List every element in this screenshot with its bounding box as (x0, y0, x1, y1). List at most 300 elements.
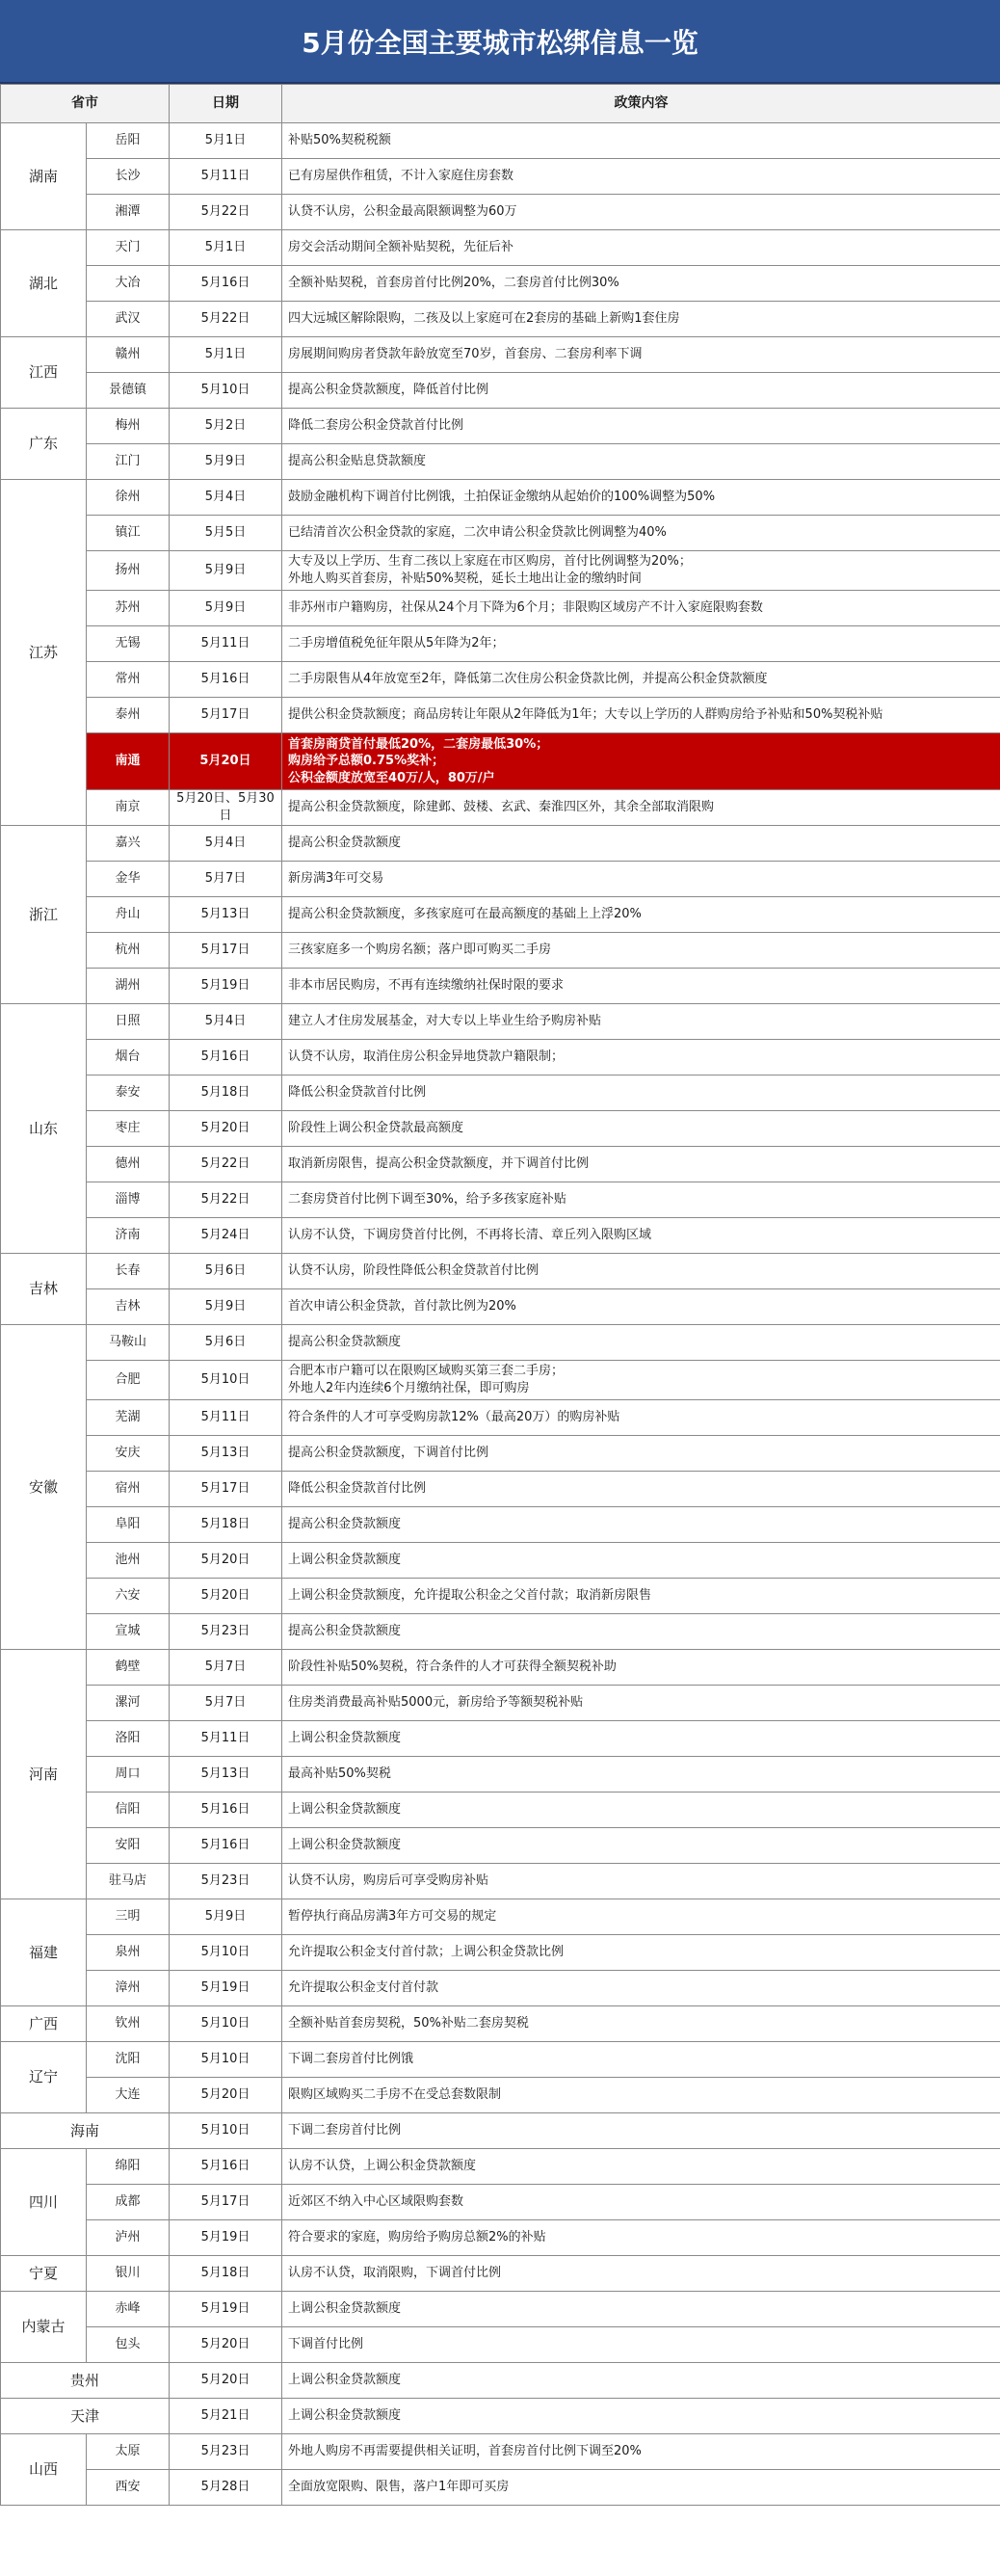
policy-line: 取消新房限售，提高公积金贷款额度，并下调首付比例 (288, 1156, 590, 1172)
table-row (1, 1507, 1000, 1543)
policy-line: 认房不认贷，上调公积金贷款额度 (288, 2159, 477, 2174)
city-cell: 长沙 (87, 159, 170, 195)
city-cell: 池州 (87, 1543, 170, 1579)
table-row (1, 1361, 1000, 1400)
table-row (1, 933, 1000, 969)
date-cell: 5月22日 (170, 1147, 282, 1182)
city-cell: 泰州 (87, 698, 170, 733)
date-cell: 5月20日 (170, 1111, 282, 1147)
policy-line: 下调二套房首付比例饿 (288, 2052, 414, 2067)
date-cell: 5月7日 (170, 862, 282, 897)
policy-cell (282, 591, 1000, 626)
date-cell: 5月9日 (170, 551, 282, 591)
table-row (1, 1472, 1000, 1507)
date-cell: 5月20日 (170, 1543, 282, 1579)
table-row (1, 1436, 1000, 1472)
province-cell: 广西 (1, 2006, 87, 2042)
table-row (1, 230, 1000, 266)
policy-line: 上调公积金贷款额度 (288, 2373, 402, 2388)
policy-cell (282, 1757, 1000, 1793)
policy-line: 提高公积金贷款额度，降低首付比例 (288, 383, 489, 398)
city-cell: 三明 (87, 1899, 170, 1935)
policy-cell (282, 2399, 1000, 2434)
policy-line: 房展期间购房者贷款年龄放宽至70岁，首套房、二套房利率下调 (288, 347, 643, 362)
policy-line: 提供公积金贷款额度；商品房转让年限从2年降低为1年；大专以上学历的人群购房给予补贴和50%契税补贴 (288, 707, 883, 723)
policy-line: 认房不认贷，取消限购，下调首付比例 (288, 2266, 502, 2281)
table-row (1, 2006, 1000, 2042)
policy-line: 上调公积金贷款额度 (288, 2301, 402, 2317)
policy-line: 符合要求的家庭，购房给予购房总额2%的补贴 (288, 2230, 546, 2245)
city-cell: 武汉 (87, 302, 170, 337)
date-cell: 5月16日 (170, 2149, 282, 2185)
date-cell: 5月21日 (170, 2399, 282, 2434)
policy-cell (282, 2149, 1000, 2185)
policy-cell (282, 230, 1000, 266)
table-row (1, 1721, 1000, 1757)
date-cell: 5月13日 (170, 897, 282, 933)
date-cell: 5月1日 (170, 337, 282, 373)
policy-line: 阶段性补贴50%契税，符合条件的人才可获得全额契税补助 (288, 1660, 617, 1675)
city-cell: 沈阳 (87, 2042, 170, 2078)
table-row (1, 1400, 1000, 1436)
policy-cell (282, 2470, 1000, 2506)
policy-line: 提高公积金贴息贷款额度 (288, 454, 427, 469)
table-row (1, 2220, 1000, 2256)
policy-cell (282, 516, 1000, 551)
city-cell: 梅州 (87, 409, 170, 444)
policy-cell (282, 409, 1000, 444)
policy-line: 允许提取公积金支付首付款；上调公积金贷款比例 (288, 1945, 565, 1960)
city-cell: 烟台 (87, 1040, 170, 1076)
policy-line: 允许提取公积金支付首付款 (288, 1980, 439, 1996)
table-row (1, 790, 1000, 826)
city-cell: 扬州 (87, 551, 170, 591)
policy-cell (282, 337, 1000, 373)
table-row (1, 2185, 1000, 2220)
table-row (1, 1040, 1000, 1076)
policy-cell (282, 662, 1000, 698)
date-cell: 5月19日 (170, 1971, 282, 2006)
date-cell: 5月6日 (170, 1254, 282, 1289)
policy-cell (282, 2363, 1000, 2399)
city-cell: 湖州 (87, 969, 170, 1004)
policy-cell (282, 969, 1000, 1004)
table-row (1, 337, 1000, 373)
table-row (1, 302, 1000, 337)
policy-cell (282, 1254, 1000, 1289)
policy-cell (282, 1935, 1000, 1971)
table-row (1, 626, 1000, 662)
date-cell: 5月11日 (170, 159, 282, 195)
policy-cell (282, 1325, 1000, 1361)
province-cell: 福建 (1, 1899, 87, 2006)
date-cell: 5月20日 (170, 1579, 282, 1614)
date-cell: 5月4日 (170, 1004, 282, 1040)
policy-cell (282, 2327, 1000, 2363)
policy-cell (282, 698, 1000, 733)
date-cell: 5月4日 (170, 826, 282, 862)
province-cell: 江西 (1, 337, 87, 409)
policy-line: 全额补贴契税，首套房首付比例20%，二套房首付比例30% (288, 276, 619, 291)
policy-cell (282, 1076, 1000, 1111)
city-cell: 南通 (87, 733, 170, 790)
date-cell: 5月9日 (170, 1289, 282, 1325)
table-row (1, 1254, 1000, 1289)
policy-cell (282, 1686, 1000, 1721)
city-cell: 西安 (87, 2470, 170, 2506)
policy-line: 认贷不认房，取消住房公积金异地贷款户籍限制； (288, 1049, 565, 1065)
policy-cell (282, 159, 1000, 195)
policy-cell (282, 302, 1000, 337)
policy-line: 上调公积金贷款额度，允许提取公积金之父首付款；取消新房限售 (288, 1588, 652, 1604)
date-cell: 5月16日 (170, 1828, 282, 1864)
date-cell: 5月10日 (170, 1361, 282, 1400)
policy-line: 三孩家庭多一个购房名额；落户即可购买二手房 (288, 943, 552, 958)
policy-cell (282, 862, 1000, 897)
city-cell: 枣庄 (87, 1111, 170, 1147)
policy-line: 暂停执行商品房满3年方可交易的规定 (288, 1909, 497, 1925)
header-date: 日期 (170, 85, 282, 123)
city-cell: 马鞍山 (87, 1325, 170, 1361)
date-cell: 5月18日 (170, 1076, 282, 1111)
city-cell: 大连 (87, 2078, 170, 2113)
province-cell: 天津 (1, 2399, 170, 2434)
table-row (1, 2078, 1000, 2113)
policy-cell (282, 626, 1000, 662)
city-cell: 赣州 (87, 337, 170, 373)
policy-line: 下调首付比例 (288, 2337, 364, 2352)
date-cell: 5月22日 (170, 1182, 282, 1218)
table-row (1, 516, 1000, 551)
table-row (1, 662, 1000, 698)
policy-cell (282, 195, 1000, 230)
table-row (1, 1579, 1000, 1614)
policy-cell (282, 1579, 1000, 1614)
date-cell: 5月17日 (170, 2185, 282, 2220)
province-cell: 辽宁 (1, 2042, 87, 2113)
policy-cell (282, 1507, 1000, 1543)
policy-line: 首套房商贷首付最低20%，二套房最低30%； (288, 736, 549, 752)
table-row (1, 2292, 1000, 2327)
policy-cell (282, 2006, 1000, 2042)
table-row (1, 2149, 1000, 2185)
date-cell: 5月19日 (170, 2292, 282, 2327)
date-cell: 5月22日 (170, 195, 282, 230)
policy-cell (282, 1899, 1000, 1935)
date-cell: 5月11日 (170, 1721, 282, 1757)
policy-line: 房交会活动期间全额补贴契税，先征后补 (288, 240, 514, 255)
policy-line: 下调二套房首付比例 (288, 2123, 402, 2138)
city-cell: 宿州 (87, 1472, 170, 1507)
table-row (1, 1935, 1000, 1971)
policy-cell (282, 1614, 1000, 1650)
policy-cell (282, 2434, 1000, 2470)
province-cell: 贵州 (1, 2363, 170, 2399)
table-row (1, 1076, 1000, 1111)
policy-line: 四大远城区解除限购，二孩及以上家庭可在2套房的基础上新购1套住房 (288, 311, 680, 327)
table-row (1, 1111, 1000, 1147)
policy-cell (282, 1971, 1000, 2006)
date-cell: 5月20日、5月30日 (170, 790, 282, 826)
policy-cell (282, 1400, 1000, 1436)
table-row (1, 1650, 1000, 1686)
policy-line: 提高公积金贷款额度，下调首付比例 (288, 1446, 489, 1461)
policy-line: 首次申请公积金贷款，首付款比例为20% (288, 1299, 516, 1315)
date-cell: 5月9日 (170, 444, 282, 480)
policy-line: 提高公积金贷款额度 (288, 1517, 402, 1532)
policy-line: 降低公积金贷款首付比例 (288, 1481, 427, 1497)
city-cell: 湘潭 (87, 195, 170, 230)
city-cell: 嘉兴 (87, 826, 170, 862)
date-cell: 5月23日 (170, 1614, 282, 1650)
policy-cell (282, 1543, 1000, 1579)
table-row (1, 123, 1000, 159)
city-cell: 泉州 (87, 1935, 170, 1971)
city-cell: 泸州 (87, 2220, 170, 2256)
policy-cell (282, 551, 1000, 591)
date-cell: 5月18日 (170, 2256, 282, 2292)
date-cell: 5月9日 (170, 591, 282, 626)
city-cell: 包头 (87, 2327, 170, 2363)
table-row (1, 2363, 1000, 2399)
policy-cell (282, 2113, 1000, 2149)
city-cell: 绵阳 (87, 2149, 170, 2185)
city-cell: 赤峰 (87, 2292, 170, 2327)
city-cell: 安庆 (87, 1436, 170, 1472)
city-cell: 吉林 (87, 1289, 170, 1325)
policy-line: 认房不认贷，下调房贷首付比例，不再将长清、章丘列入限购区域 (288, 1228, 652, 1243)
table-row (1, 2399, 1000, 2434)
policy-line: 公积金额度放宽至40万/人，80万/户 (288, 770, 495, 785)
table-row (1, 862, 1000, 897)
policy-cell (282, 1040, 1000, 1076)
policy-cell (282, 373, 1000, 409)
city-cell: 杭州 (87, 933, 170, 969)
table-row (1, 1757, 1000, 1793)
province-cell: 宁夏 (1, 2256, 87, 2292)
table-row (1, 1004, 1000, 1040)
city-cell: 景德镇 (87, 373, 170, 409)
date-cell: 5月13日 (170, 1757, 282, 1793)
city-cell: 漯河 (87, 1686, 170, 1721)
city-cell: 银川 (87, 2256, 170, 2292)
city-cell: 宣城 (87, 1614, 170, 1650)
policy-line: 非本市居民购房，不再有连续缴纳社保时限的要求 (288, 978, 565, 994)
policy-cell (282, 1650, 1000, 1686)
policy-line: 二手房限售从4年放宽至2年，降低第二次住房公积金贷款比例，并提高公积金贷款额度 (288, 672, 768, 687)
date-cell: 5月19日 (170, 969, 282, 1004)
policy-line: 上调公积金贷款额度 (288, 1553, 402, 1568)
table-row (1, 1543, 1000, 1579)
date-cell: 5月9日 (170, 1899, 282, 1935)
province-cell: 内蒙古 (1, 2292, 87, 2363)
policy-line: 上调公积金贷款额度 (288, 1802, 402, 1818)
province-cell: 浙江 (1, 826, 87, 1004)
date-cell: 5月6日 (170, 1325, 282, 1361)
city-cell: 江门 (87, 444, 170, 480)
province-cell: 安徽 (1, 1325, 87, 1650)
policy-line: 提高公积金贷款额度 (288, 1624, 402, 1639)
policy-line: 上调公积金贷款额度 (288, 1731, 402, 1746)
policy-cell (282, 1793, 1000, 1828)
policy-cell (282, 266, 1000, 302)
policy-cell (282, 2078, 1000, 2113)
policy-cell (282, 444, 1000, 480)
policy-cell (282, 1361, 1000, 1400)
date-cell: 5月20日 (170, 733, 282, 790)
city-cell: 漳州 (87, 1971, 170, 2006)
city-cell: 淄博 (87, 1182, 170, 1218)
policy-line: 外地人2年内连续6个月缴纳社保，即可购房 (288, 1381, 530, 1395)
policy-cell (282, 2185, 1000, 2220)
city-cell: 岳阳 (87, 123, 170, 159)
policy-cell (282, 2220, 1000, 2256)
date-cell: 5月13日 (170, 1436, 282, 1472)
policy-cell (282, 933, 1000, 969)
header-policy: 政策内容 (282, 85, 1000, 123)
policy-cell (282, 1147, 1000, 1182)
city-cell: 周口 (87, 1757, 170, 1793)
city-cell: 六安 (87, 1579, 170, 1614)
date-cell: 5月24日 (170, 1218, 282, 1254)
policy-cell (282, 1436, 1000, 1472)
date-cell: 5月22日 (170, 302, 282, 337)
policy-line: 补贴50%契税税额 (288, 133, 391, 148)
city-cell: 泰安 (87, 1076, 170, 1111)
city-cell: 苏州 (87, 591, 170, 626)
policy-line: 全额补贴首套房契税，50%补贴二套房契税 (288, 2016, 529, 2032)
date-cell: 5月11日 (170, 1400, 282, 1436)
table-row (1, 2042, 1000, 2078)
date-cell: 5月17日 (170, 1472, 282, 1507)
date-cell: 5月17日 (170, 698, 282, 733)
province-cell: 山西 (1, 2434, 87, 2506)
table-row (1, 2470, 1000, 2506)
date-cell: 5月23日 (170, 1864, 282, 1899)
date-cell: 5月19日 (170, 2220, 282, 2256)
city-cell: 天门 (87, 230, 170, 266)
policy-line: 新房满3年可交易 (288, 871, 384, 887)
policy-line: 提高公积金贷款额度 (288, 1335, 402, 1350)
policy-cell (282, 826, 1000, 862)
province-cell: 河南 (1, 1650, 87, 1899)
province-cell: 江苏 (1, 480, 87, 826)
city-cell: 芜湖 (87, 1400, 170, 1436)
table-row (1, 2327, 1000, 2363)
table-row (1, 266, 1000, 302)
city-cell: 安阳 (87, 1828, 170, 1864)
table-header-row (1, 85, 1000, 123)
city-cell: 太原 (87, 2434, 170, 2470)
date-cell: 5月10日 (170, 2006, 282, 2042)
province-cell: 海南 (1, 2113, 170, 2149)
date-cell: 5月18日 (170, 1507, 282, 1543)
policy-cell (282, 733, 1000, 790)
table-row (1, 733, 1000, 790)
city-cell: 钦州 (87, 2006, 170, 2042)
city-cell: 徐州 (87, 480, 170, 516)
policy-line: 全面放宽限购、限售，落户1年即可买房 (288, 2480, 510, 2495)
table-row (1, 159, 1000, 195)
policy-table (0, 84, 1000, 2506)
policy-line: 上调公积金贷款额度 (288, 1838, 402, 1853)
policy-line: 合肥本市户籍可以在限购区域购买第三套二手房； (288, 1364, 565, 1379)
date-cell: 5月10日 (170, 373, 282, 409)
table-row (1, 1147, 1000, 1182)
table-row (1, 1325, 1000, 1361)
city-cell: 信阳 (87, 1793, 170, 1828)
policy-line: 建立人才住房发展基金，对大专以上毕业生给予购房补贴 (288, 1014, 602, 1029)
policy-line: 鼓励金融机构下调首付比例饿，土拍保证金缴纳从起始价的100%调整为50% (288, 490, 716, 505)
policy-line: 提高公积金贷款额度，除建邺、鼓楼、玄武、秦淮四区外，其余全部取消限购 (288, 800, 715, 815)
province-cell: 山东 (1, 1004, 87, 1254)
date-cell: 5月20日 (170, 2327, 282, 2363)
table-row (1, 1864, 1000, 1899)
city-cell: 日照 (87, 1004, 170, 1040)
policy-line: 已有房屋供作租赁，不计入家庭住房套数 (288, 169, 514, 184)
date-cell: 5月17日 (170, 933, 282, 969)
city-cell: 南京 (87, 790, 170, 826)
policy-cell (282, 1004, 1000, 1040)
city-cell: 大冶 (87, 266, 170, 302)
policy-line: 阶段性上调公积金贷款最高额度 (288, 1121, 464, 1136)
policy-line: 非苏州市户籍购房，社保从24个月下降为6个月；非限购区域房产不计入家庭限购套数 (288, 600, 763, 616)
policy-line: 外地人购房不再需要提供相关证明，首套房首付比例下调至20% (288, 2444, 642, 2459)
table-row (1, 2256, 1000, 2292)
policy-cell (282, 1111, 1000, 1147)
policy-line: 提高公积金贷款额度，多孩家庭可在最高额度的基础上上浮20% (288, 907, 642, 922)
policy-cell (282, 1828, 1000, 1864)
policy-line: 最高补贴50%契税 (288, 1766, 391, 1782)
date-cell: 5月11日 (170, 626, 282, 662)
date-cell: 5月20日 (170, 2078, 282, 2113)
date-cell: 5月16日 (170, 662, 282, 698)
policy-line: 降低公积金贷款首付比例 (288, 1085, 427, 1101)
table-row (1, 1899, 1000, 1935)
date-cell: 5月20日 (170, 2363, 282, 2399)
city-cell: 无锡 (87, 626, 170, 662)
policy-line: 已结清首次公积金贷款的家庭，二次申请公积金贷款比例调整为40% (288, 525, 667, 541)
table-row (1, 591, 1000, 626)
table-row (1, 373, 1000, 409)
table-row (1, 1218, 1000, 1254)
city-cell: 阜阳 (87, 1507, 170, 1543)
policy-line: 认贷不认房，购房后可享受购房补贴 (288, 1873, 489, 1889)
policy-cell (282, 2256, 1000, 2292)
table-row (1, 1793, 1000, 1828)
policy-cell (282, 123, 1000, 159)
city-cell: 洛阳 (87, 1721, 170, 1757)
policy-cell (282, 2042, 1000, 2078)
policy-cell (282, 2292, 1000, 2327)
date-cell: 5月1日 (170, 123, 282, 159)
policy-line: 认贷不认房，阶段性降低公积金贷款首付比例 (288, 1263, 539, 1279)
date-cell: 5月16日 (170, 266, 282, 302)
table-row (1, 551, 1000, 591)
policy-cell (282, 1289, 1000, 1325)
province-cell: 广东 (1, 409, 87, 480)
date-cell: 5月10日 (170, 1935, 282, 1971)
policy-line: 大专及以上学历、生育二孩以上家庭在市区购房，首付比例调整为20%； (288, 554, 692, 570)
policy-line: 二套房贷首付比例下调至30%，给予多孩家庭补贴 (288, 1192, 566, 1208)
policy-cell (282, 1218, 1000, 1254)
page-title: 5月份全国主要城市松绑信息一览 (0, 0, 1000, 84)
city-cell: 德州 (87, 1147, 170, 1182)
date-cell: 5月4日 (170, 480, 282, 516)
city-cell: 鹤壁 (87, 1650, 170, 1686)
date-cell: 5月16日 (170, 1793, 282, 1828)
date-cell: 5月28日 (170, 2470, 282, 2506)
